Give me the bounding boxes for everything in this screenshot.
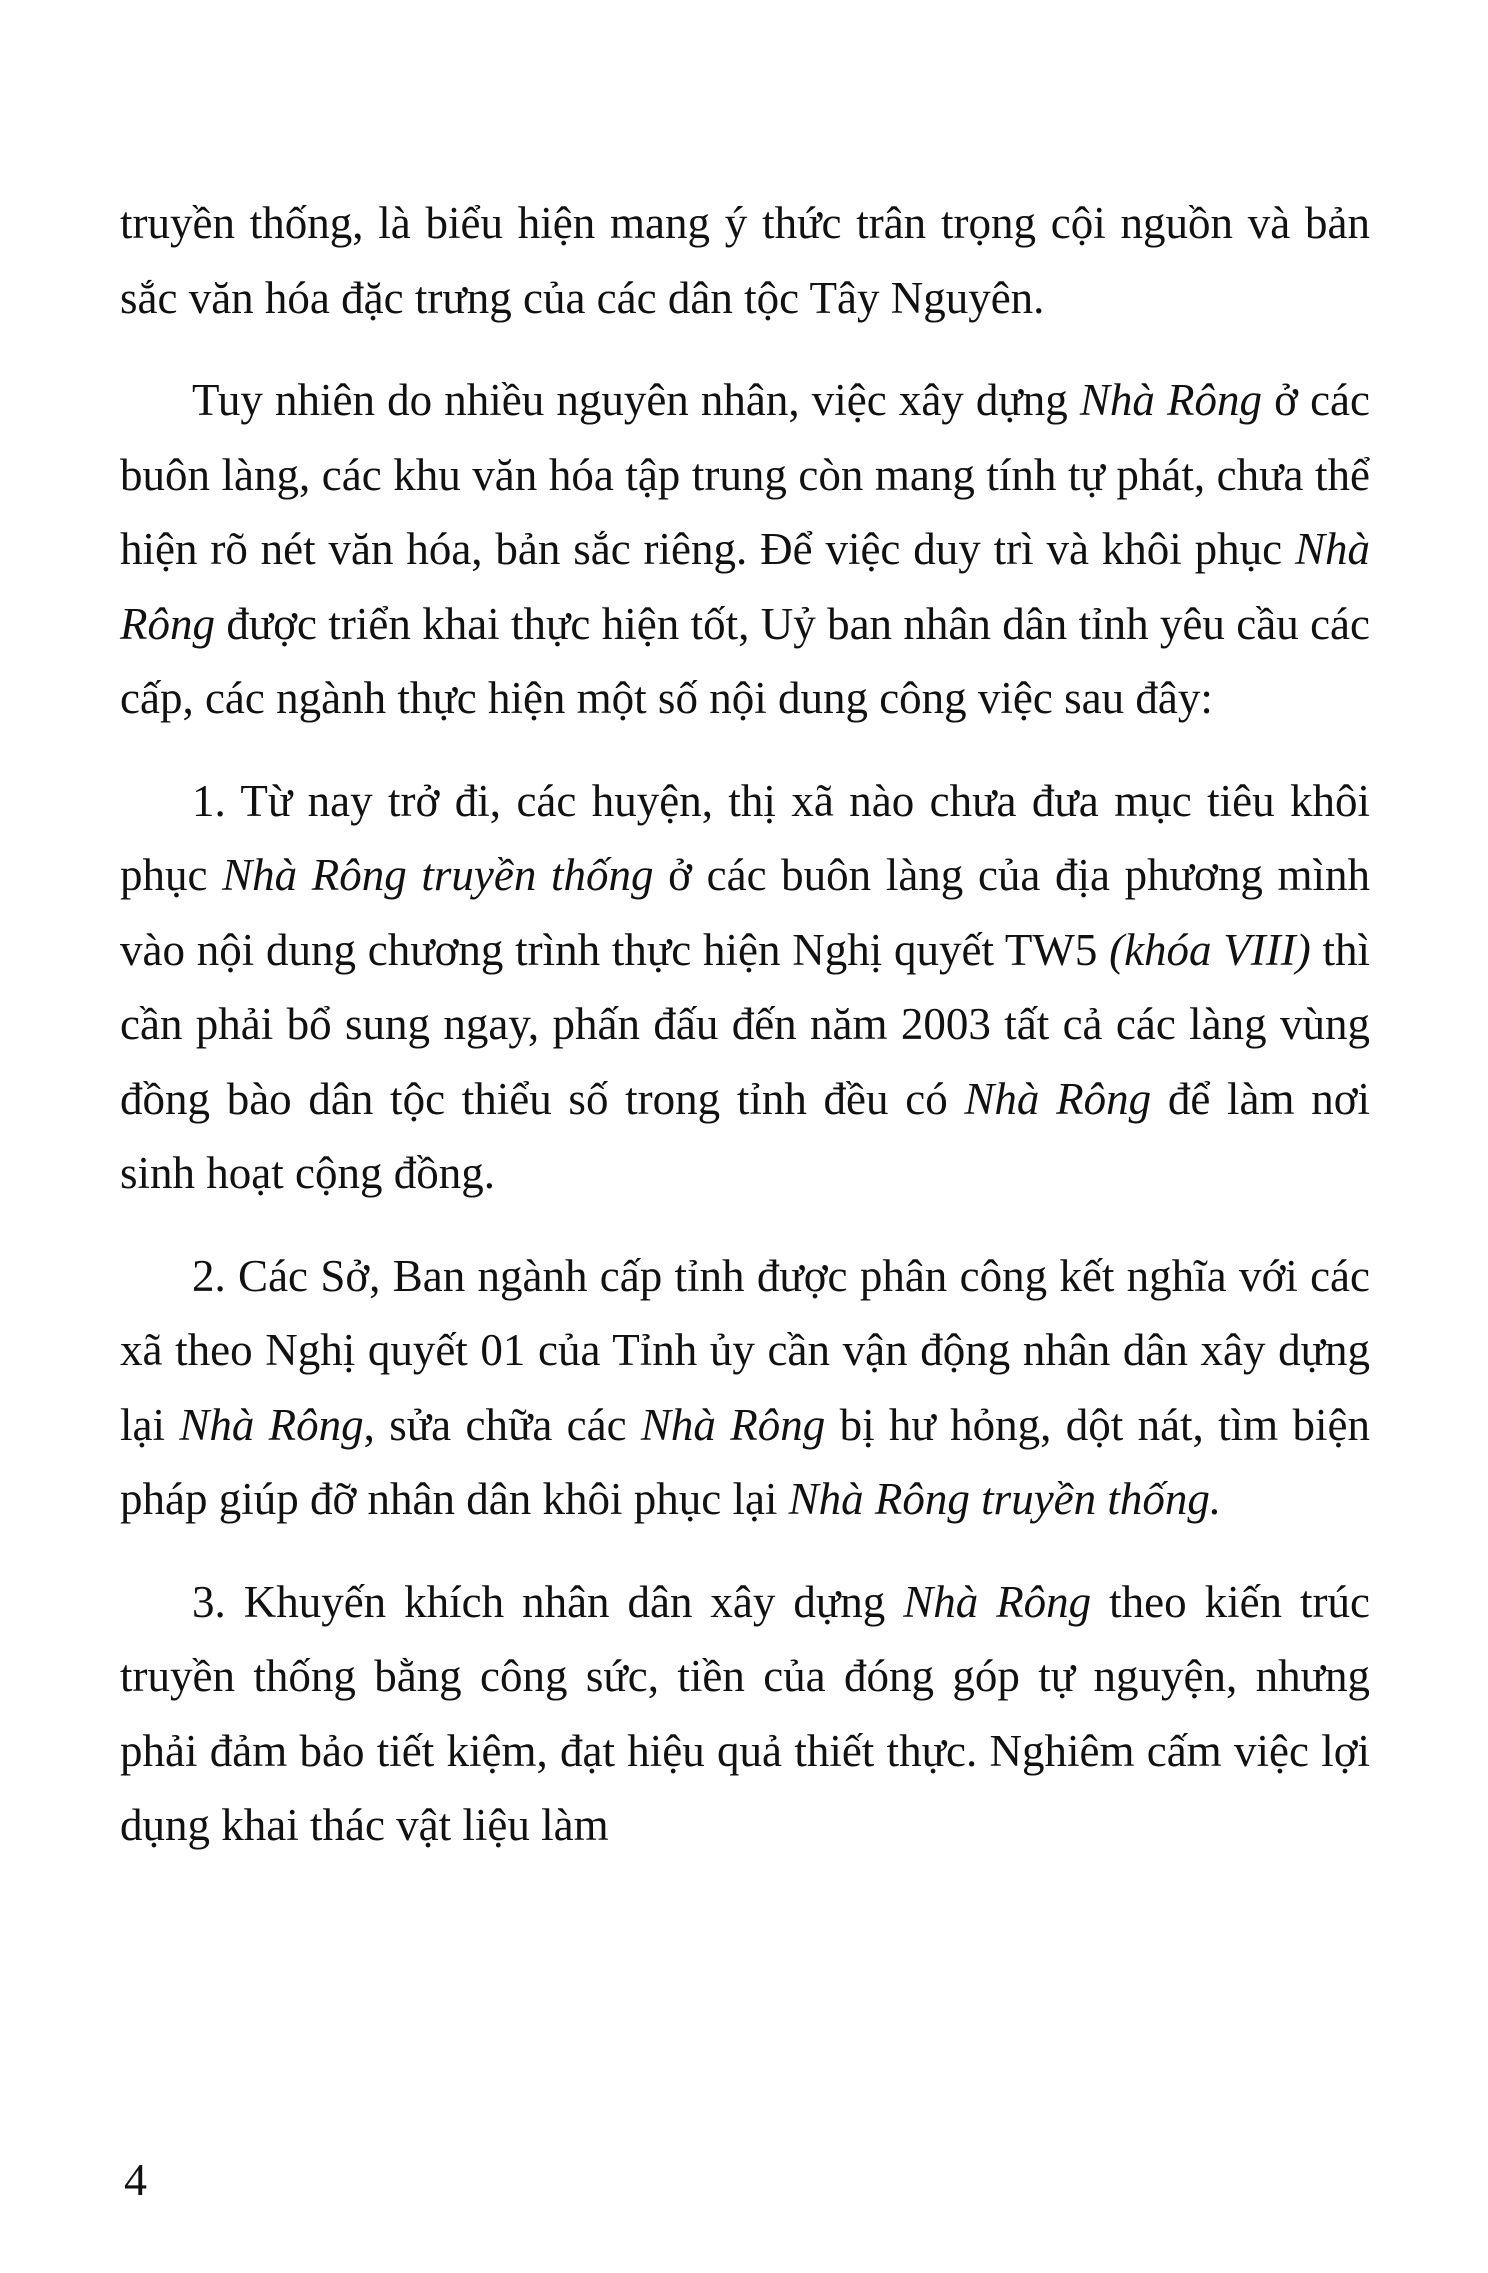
paragraph-5 <box>120 1565 1370 1863</box>
text-run: Tuy nhiên do nhiều nguyên nhân, việc xây dựng <box>192 375 1080 425</box>
text-run: ở các buôn làng, các khu văn hóa tập trung còn mang tính tự phát, chưa thể hiện rõ nét văn hóa, bản sắc riêng. Để việc duy trì và khôi phục <box>120 375 1370 574</box>
italic-term: Nhà Rông truyền thống <box>222 850 654 900</box>
text-run: 3. Khuyến khích nhân dân xây dựng <box>192 1576 904 1627</box>
italic-term: Nhà Rông <box>964 1073 1152 1124</box>
paragraph-4 <box>120 1239 1370 1537</box>
text-run: thì cần phải bổ sung ngay, phấn đấu đến năm 2003 tất cả các làng vùng đồng bào dân tộc thiểu số trong tỉnh đều có <box>120 924 1370 1124</box>
italic-term: Nhà Rông <box>179 1399 364 1450</box>
italic-term: (khóa VIII) <box>1109 924 1311 975</box>
page-body <box>120 186 1370 1891</box>
text-run: ở các buôn làng của địa phương mình vào nội dung chương trình thực hiện Nghị quyết TW5 <box>120 850 1370 975</box>
text-run: 2. Các Sở, Ban ngành cấp tỉnh được phân công kết nghĩa với các xã theo Nghị quyết 01 của Tỉnh ủy cần vận động nhân dân xây dựng lại <box>120 1250 1370 1450</box>
paragraph-2 <box>120 363 1370 736</box>
paragraph-1 <box>120 186 1370 335</box>
text-run: bị hư hỏng, dột nát, tìm biện pháp giúp đỡ nhân dân khôi phục lại <box>120 1399 1370 1524</box>
paragraph-3 <box>120 764 1370 1211</box>
text-run: truyền thống, là biểu hiện mang ý thức trân trọng cội nguồn và bản sắc văn hóa đặc trưng của các dân tộc Tây Nguyên. <box>120 198 1370 323</box>
text-run: 1. Từ nay trở đi, các huyện, thị xã nào chưa đưa mục tiêu khôi phục <box>120 775 1370 900</box>
text-run: để làm nơi sinh hoạt cộng đồng. <box>120 1073 1370 1198</box>
text-run: theo kiến trúc truyền thống bằng công sức, tiền của đóng góp tự nguyện, nhưng phải đảm bảo tiết kiệm, đạt hiệu quả thiết thực. Nghiêm cấm việc lợi dụng khai thác vật liệu làm <box>120 1576 1370 1850</box>
italic-term: Nhà Rông <box>120 524 1370 649</box>
italic-term: Nhà Rông <box>903 1576 1092 1627</box>
page-number: 4 <box>124 2154 147 2205</box>
italic-term: Nhà Rông truyền thống. <box>788 1474 1222 1524</box>
text-run: , sửa chữa các <box>363 1399 641 1450</box>
text-run: được triển khai thực hiện tốt, Uỷ ban nhân dân tỉnh yêu cầu các cấp, các ngành thực hiện một số nội dung công việc sau đây: <box>120 598 1370 723</box>
italic-term: Nhà Rông <box>640 1399 826 1450</box>
italic-term: Nhà Rông <box>1079 375 1263 425</box>
